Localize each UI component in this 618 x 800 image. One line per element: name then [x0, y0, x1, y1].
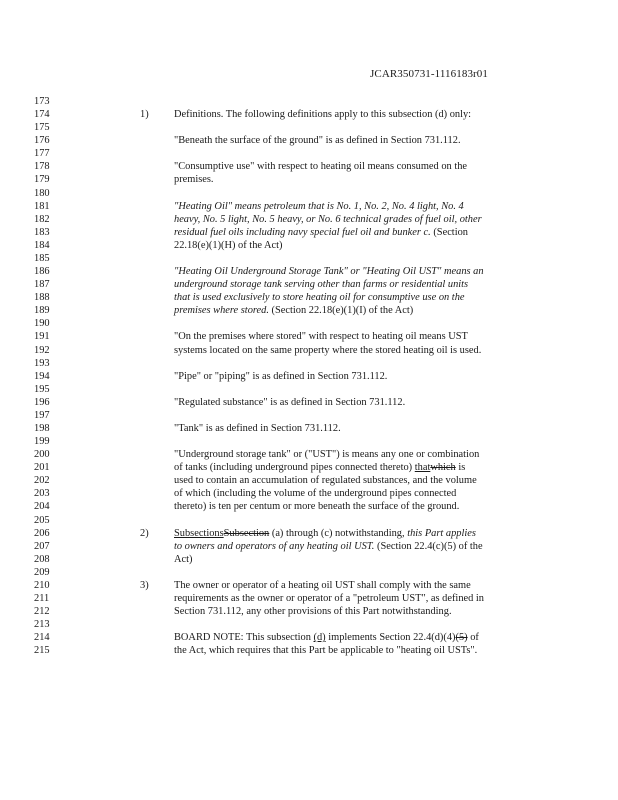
paragraph-marker: 2) [140, 527, 149, 539]
line-text [174, 226, 468, 239]
text-segment: The owner or operator of a heating oil UST shall comply with the same [174, 579, 471, 591]
text-segment: (a) through (c) notwithstanding, [269, 527, 408, 539]
document-line [0, 278, 618, 291]
statutory-text: "Heating Oil" means petroleum that is No. 1, No. 2, No. 4 light, No. 4 [174, 200, 464, 212]
document-line [0, 265, 618, 278]
document-id: JCAR350731-1116183r01 [370, 68, 489, 80]
line-number: 199 [34, 436, 50, 448]
statutory-text: premises where stored. [174, 305, 269, 317]
line-text [174, 330, 468, 343]
line-number: 190 [34, 318, 50, 330]
line-text [174, 474, 477, 487]
document-line [0, 147, 618, 160]
document-line [0, 200, 618, 213]
document-line [0, 409, 618, 422]
line-text [174, 631, 479, 644]
paragraph-marker: 1) [140, 109, 149, 121]
line-number: 207 [34, 540, 50, 552]
line-number: 180 [34, 187, 50, 199]
text-segment: BOARD NOTE: This subsection [174, 632, 314, 644]
document-line [0, 252, 618, 265]
line-text [174, 448, 479, 461]
line-number: 202 [34, 475, 50, 487]
statutory-text: to owners and operators of any heating oil UST. [174, 540, 375, 552]
document-line [0, 226, 618, 239]
line-text [174, 461, 465, 474]
text-segment: "Consumptive use" with respect to heating oil means consumed on the [174, 161, 468, 173]
line-number: 191 [34, 331, 50, 343]
line-text [174, 579, 471, 592]
line-number: 210 [34, 579, 50, 591]
deleted-text: (5) [455, 632, 468, 644]
document-line [0, 553, 618, 566]
line-text [174, 200, 464, 213]
document-line [0, 474, 618, 487]
document-line [0, 317, 618, 330]
document-line [0, 239, 618, 252]
line-text [174, 540, 483, 553]
document-line [0, 592, 618, 605]
paragraph-marker: 3) [140, 579, 149, 591]
line-number: 214 [34, 632, 50, 644]
line-number: 179 [34, 174, 50, 186]
text-segment: Act) [174, 553, 193, 565]
line-text [174, 213, 482, 226]
line-text [174, 553, 192, 566]
line-number: 200 [34, 449, 50, 461]
line-number: 189 [34, 305, 50, 317]
text-segment: (Section [430, 226, 468, 238]
document-line [0, 160, 618, 173]
document-line [0, 422, 618, 435]
line-text [174, 396, 405, 409]
line-text [174, 487, 456, 500]
line-text [174, 134, 461, 147]
document-line [0, 213, 618, 226]
line-text [174, 304, 413, 317]
line-number: 186 [34, 266, 50, 278]
line-number: 211 [34, 593, 50, 605]
document-line [0, 461, 618, 474]
line-number: 203 [34, 488, 50, 500]
line-number: 209 [34, 566, 50, 578]
text-segment: "Pipe" or "piping" is as defined in Section 731.112. [174, 370, 388, 382]
document-line [0, 357, 618, 370]
text-segment: requirements as the owner or operator of a "petroleum UST", as defined in [174, 593, 484, 605]
line-number: 212 [34, 606, 50, 618]
line-number: 177 [34, 148, 50, 160]
line-number: 183 [34, 226, 50, 238]
deleted-text: Subsection [223, 527, 270, 539]
line-text [174, 644, 477, 657]
text-segment: 22.18(e)(1)(H) of the Act) [174, 239, 283, 251]
line-number: 175 [34, 122, 50, 134]
document-line [0, 291, 618, 304]
line-number: 204 [34, 501, 50, 513]
text-segment: "On the premises where stored" with respect to heating oil means UST [174, 331, 468, 343]
document-line [0, 644, 618, 657]
line-number: 201 [34, 462, 50, 474]
text-segment: "Tank" is as defined in Section 731.112. [174, 423, 341, 434]
document-line [0, 108, 618, 121]
line-number: 192 [34, 344, 50, 356]
line-number: 213 [34, 619, 50, 631]
line-text [174, 108, 471, 121]
inserted-text: (d) [313, 632, 326, 644]
document-line [0, 383, 618, 396]
line-text [174, 422, 341, 435]
statutory-text: "Heating Oil Underground Storage Tank" or "Heating Oil UST" means an [174, 266, 484, 278]
line-number: 188 [34, 292, 50, 304]
document-line [0, 500, 618, 513]
line-number: 194 [34, 370, 50, 382]
line-text [174, 605, 452, 618]
document-line [0, 579, 618, 592]
line-text [174, 592, 484, 605]
statutory-text: underground storage tank serving other than farms or residential units [174, 279, 469, 291]
line-number: 196 [34, 396, 50, 408]
text-segment: (Section 22.4(c)(5) of the [374, 540, 483, 552]
document-line [0, 344, 618, 357]
line-number: 197 [34, 409, 50, 421]
line-number: 178 [34, 161, 50, 173]
text-segment: the Act, which requires that this Part be applicable to "heating oil USTs". [174, 645, 478, 657]
document-line [0, 330, 618, 343]
document-line [0, 631, 618, 644]
text-segment: implements Section 22.4(d)(4) [325, 632, 456, 644]
document-line [0, 304, 618, 317]
line-text [174, 291, 465, 304]
document-line [0, 527, 618, 540]
line-text [174, 278, 468, 291]
document-line [0, 435, 618, 448]
text-segment: "Underground storage tank" or ("UST") is means any one or combination [174, 449, 480, 461]
text-segment: premises. [174, 174, 214, 186]
line-number: 198 [34, 423, 50, 434]
line-number: 184 [34, 239, 50, 251]
document-line [0, 514, 618, 527]
statutory-text: this Part applies [407, 527, 476, 539]
line-text [174, 239, 282, 252]
document-line [0, 566, 618, 579]
text-segment: systems located on the same property where the stored heating oil is used. [174, 344, 482, 356]
line-text [174, 344, 481, 357]
line-number: 173 [34, 96, 50, 107]
text-segment: of which (including the volume of the underground pipes connected [174, 488, 457, 500]
document-line [0, 187, 618, 200]
text-segment: of [467, 632, 479, 644]
line-number: 205 [34, 514, 50, 526]
line-number: 208 [34, 553, 50, 565]
text-segment: Section 731.112, any other provisions of this Part notwithstanding. [174, 606, 452, 618]
statutory-text: heavy, No. 5 light, No. 5 heavy, or No. 6 technical grades of fuel oil, other [174, 213, 482, 225]
line-number: 182 [34, 213, 50, 225]
line-number: 185 [34, 252, 50, 264]
line-number: 193 [34, 357, 50, 369]
document-line [0, 173, 618, 186]
document-line [0, 95, 618, 108]
line-number: 195 [34, 383, 50, 395]
line-text [174, 527, 476, 540]
line-text [174, 265, 484, 278]
document-line [0, 396, 618, 409]
text-segment: (Section 22.18(e)(1)(I) of the Act) [268, 305, 414, 317]
inserted-text: that [414, 462, 431, 474]
line-text [174, 500, 459, 513]
line-text [174, 370, 387, 383]
document-line [0, 448, 618, 461]
text-segment: of tanks (including underground pipes connected thereto) [174, 462, 415, 474]
line-number: 206 [34, 527, 50, 539]
line-number: 174 [34, 109, 50, 121]
text-segment: Definitions. The following definitions apply to this subsection (d) only: [174, 109, 472, 121]
document-line [0, 370, 618, 383]
document-line [0, 540, 618, 553]
inserted-text: Subsections [174, 527, 224, 539]
text-segment: used to contain an accumulation of regulated substances, and the volume [174, 475, 477, 487]
line-number: 181 [34, 200, 50, 212]
deleted-text: which [430, 462, 456, 474]
document-line [0, 487, 618, 500]
document-line [0, 121, 618, 134]
line-number: 215 [34, 645, 50, 657]
line-number: 176 [34, 135, 50, 147]
text-segment: "Beneath the surface of the ground" is as defined in Section 731.112. [174, 135, 461, 147]
text-segment: thereto) is ten per centum or more beneath the surface of the ground. [174, 501, 460, 513]
text-segment: "Regulated substance" is as defined in Section 731.112. [174, 396, 406, 408]
line-text [174, 160, 467, 173]
text-segment: is [455, 462, 466, 474]
document-line [0, 134, 618, 147]
statutory-text: that is used exclusively to store heating oil for consumptive use on the [174, 292, 465, 304]
document-line [0, 605, 618, 618]
statutory-text: residual fuel oils including navy special fuel oil and bunker c. [174, 226, 431, 238]
line-number: 187 [34, 279, 50, 291]
document-line [0, 618, 618, 631]
line-text [174, 173, 214, 186]
